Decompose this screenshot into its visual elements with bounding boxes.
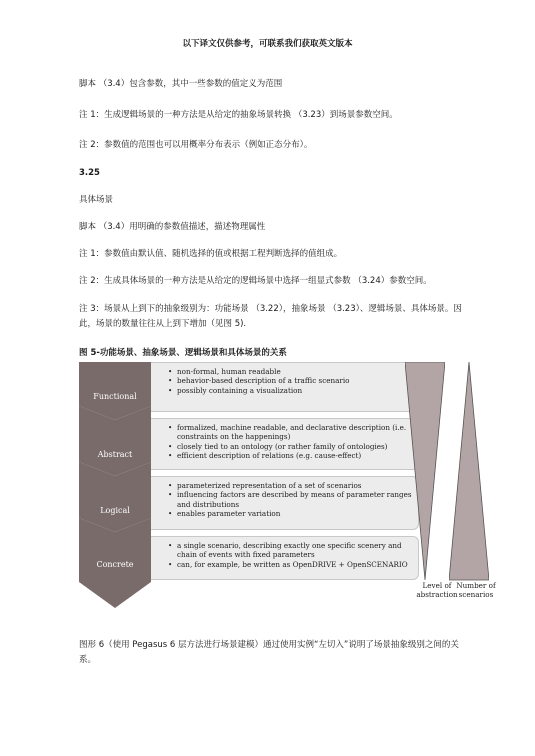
- bullet: • behavior-based description of a traffic scenario: [168, 376, 412, 385]
- clause-number: 3.25: [79, 168, 100, 178]
- bullet: • possibly containing a visualization: [168, 386, 412, 395]
- level-label-functional: Functional: [93, 392, 137, 401]
- paragraph: 注 1：生成逻辑场景的一种方法是从给定的抽象场景转换 （3.23）到场景参数空间。: [79, 110, 398, 120]
- level-label-concrete: Concrete: [96, 560, 134, 569]
- bullet: • influencing factors are described by means of parameter ranges and distributions: [168, 490, 412, 509]
- bullet: • enables parameter variation: [168, 509, 412, 518]
- term-title: 具体场景: [79, 195, 114, 205]
- bullet: • non-formal, human readable: [168, 367, 412, 376]
- level-box-functional: [127, 362, 419, 412]
- triangle-label-scenarios: Number of scenarios: [456, 581, 496, 599]
- bullet: • can, for example, be written as OpenDRIVE + OpenSCENARIO: [168, 560, 412, 569]
- level-label-abstract: Abstract: [97, 450, 133, 459]
- bullet: • efficient description of relations (e.g. cause-effect): [168, 451, 412, 460]
- paragraph: 注 1：参数值由默认值、随机选择的值或根据工程判断选择的值组成。: [79, 249, 343, 259]
- paragraph: 注 2：参数值的范围也可以用概率分布表示（例如正态分布）。: [79, 140, 313, 150]
- abstraction-triangle: [405, 362, 445, 582]
- paragraph: 注 2：生成具体场景的一种方法是从给定的逻辑场景中选择一组显式参数 （3.24）参数空间。: [79, 276, 432, 286]
- footer-paragraph: 图形 6（使用 Pegasus 6 层方法进行场景建模）通过使用实例“左切入”说明了场景抽象级别之间的关系。: [79, 640, 459, 665]
- scenarios-triangle: [449, 362, 489, 582]
- figure-caption: 图 5-功能场景、抽象场景、逻辑场景和具体场景的关系: [79, 348, 287, 358]
- bullet: • formalized, machine readable, and declarative description (i.e. constraints on the happenings): [168, 423, 412, 442]
- level-box-concrete: [127, 536, 419, 580]
- bullet: • parameterized representation of a set of scenarios: [168, 481, 412, 490]
- figure: [79, 362, 496, 612]
- level-box-logical: [127, 476, 419, 530]
- page-header: 以下译文仅供参考，可联系我们获取英文版本: [182, 39, 353, 49]
- paragraph: 脚本 （3.4）包含参数，其中一些参数的值定义为范围: [79, 79, 283, 89]
- triangle-label-abstraction: Level of abstraction: [416, 581, 458, 599]
- bullet: • closely tied to an ontology (or rather family of ontologies): [168, 442, 412, 451]
- level-label-logical: Logical: [100, 506, 130, 515]
- level-box-abstract: [127, 418, 419, 470]
- paragraph: 脚本 （3.4）用明确的参数值描述，描述物理属性: [79, 222, 266, 232]
- bullet: • a single scenario, describing exactly one specific scenery and chain of events with fixed parameters: [168, 541, 412, 560]
- paragraph: 注 3：场景从上到下的抽象级别为：功能场景 （3.22），抽象场景 （3.23）、逻辑场景、具体场景。因此，场景的数量往往从上到下增加（见图 5).: [79, 304, 462, 329]
- chevron-concrete: [79, 518, 159, 610]
